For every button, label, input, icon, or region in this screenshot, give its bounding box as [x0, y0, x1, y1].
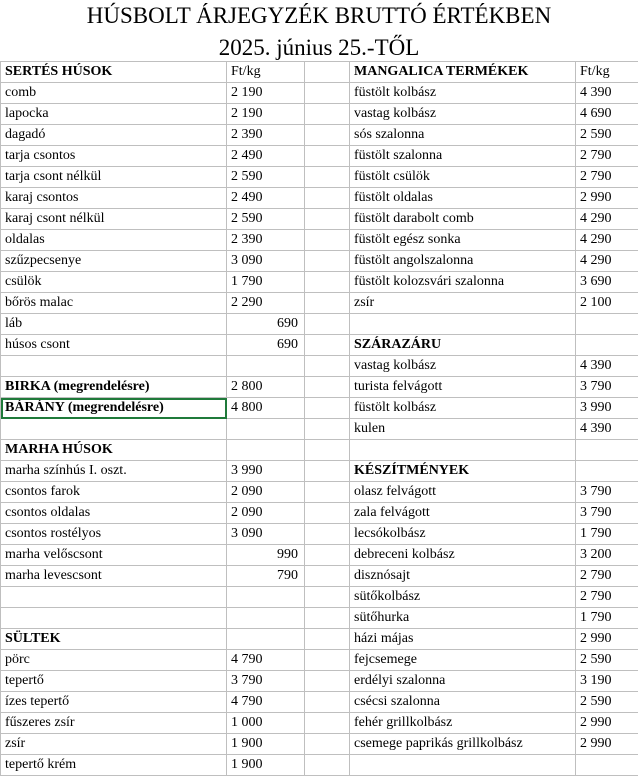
- table-row: [1, 251, 638, 272]
- table-row: [1, 146, 638, 167]
- right-item-name[interactable]: füstölt darabolt comb: [350, 209, 576, 230]
- left-item-price[interactable]: 1 000: [227, 713, 305, 734]
- right-item-name[interactable]: csemege paprikás grillkolbász: [350, 734, 576, 755]
- right-item-name[interactable]: füstölt csülök: [350, 167, 576, 188]
- table-row: [1, 398, 638, 419]
- spacer-cell[interactable]: [305, 440, 350, 461]
- left-item-price[interactable]: 2 490: [227, 146, 305, 167]
- right-item-price[interactable]: 3 200: [576, 545, 638, 566]
- left-item-name[interactable]: SÜLTEK: [1, 629, 227, 650]
- right-item-price[interactable]: 1 790: [576, 524, 638, 545]
- left-item-price[interactable]: 4 800: [227, 398, 305, 419]
- table-row: [1, 356, 638, 377]
- left-item-price[interactable]: 1 790: [227, 272, 305, 293]
- right-item-name[interactable]: füstölt szalonna: [350, 146, 576, 167]
- left-item-price[interactable]: Ft/kg: [227, 62, 305, 83]
- table-row: [1, 419, 638, 440]
- table-row: [1, 230, 638, 251]
- spacer-cell[interactable]: [305, 251, 350, 272]
- table-row: [1, 671, 638, 692]
- spacer-cell[interactable]: [305, 209, 350, 230]
- left-item-name[interactable]: MARHA HÚSOK: [1, 440, 227, 461]
- spacer-cell[interactable]: [305, 629, 350, 650]
- right-item-name[interactable]: erdélyi szalonna: [350, 671, 576, 692]
- left-item-name[interactable]: marha levescsont: [1, 566, 227, 587]
- table-row: [1, 545, 638, 566]
- left-item-price[interactable]: 2 390: [227, 125, 305, 146]
- left-item-name[interactable]: BIRKA (megrendelésre): [1, 377, 227, 398]
- spacer-cell[interactable]: [305, 503, 350, 524]
- right-item-name[interactable]: fehér grillkolbász: [350, 713, 576, 734]
- left-item-name[interactable]: SERTÉS HÚSOK: [1, 62, 227, 83]
- table-row: [1, 272, 638, 293]
- right-item-price[interactable]: 3 690: [576, 272, 638, 293]
- spacer-cell[interactable]: [305, 671, 350, 692]
- table-row: [1, 566, 638, 587]
- left-item-name[interactable]: marha színhús I. oszt.: [1, 461, 227, 482]
- page-title: HÚSBOLT ÁRJEGYZÉK BRUTTÓ ÉRTÉKBEN: [86, 3, 552, 28]
- right-item-price[interactable]: [576, 461, 638, 482]
- spacer-cell[interactable]: [305, 125, 350, 146]
- left-item-name[interactable]: marha velőscsont: [1, 545, 227, 566]
- left-item-name[interactable]: húsos csont: [1, 335, 227, 356]
- table-row: [1, 104, 638, 125]
- right-item-price[interactable]: 4 390: [576, 83, 638, 104]
- right-item-name[interactable]: [350, 440, 576, 461]
- left-item-name[interactable]: karaj csontos: [1, 188, 227, 209]
- left-item-name[interactable]: csontos rostélyos: [1, 524, 227, 545]
- right-item-price[interactable]: 2 790: [576, 167, 638, 188]
- right-item-price[interactable]: 2 590: [576, 692, 638, 713]
- left-item-name[interactable]: tarja csontos: [1, 146, 227, 167]
- right-item-name[interactable]: füstölt angolszalonna: [350, 251, 576, 272]
- table-row: [1, 608, 638, 629]
- right-item-price[interactable]: 4 390: [576, 356, 638, 377]
- spacer-cell[interactable]: [305, 566, 350, 587]
- left-item-price[interactable]: 2 490: [227, 188, 305, 209]
- left-item-price[interactable]: 2 090: [227, 482, 305, 503]
- left-item-name[interactable]: [1, 419, 227, 440]
- table-row: [1, 83, 638, 104]
- spacer-cell[interactable]: [305, 104, 350, 125]
- left-item-price[interactable]: 2 590: [227, 167, 305, 188]
- right-item-name[interactable]: sütőkolbász: [350, 587, 576, 608]
- right-item-name[interactable]: vastag kolbász: [350, 104, 576, 125]
- left-item-price[interactable]: 1 900: [227, 755, 305, 776]
- left-item-name[interactable]: karaj csont nélkül: [1, 209, 227, 230]
- spacer-cell[interactable]: [305, 188, 350, 209]
- left-item-price[interactable]: 690: [227, 314, 305, 335]
- right-item-price[interactable]: 4 290: [576, 230, 638, 251]
- right-item-price[interactable]: [576, 755, 638, 776]
- left-item-price[interactable]: 4 790: [227, 692, 305, 713]
- table-row: [1, 293, 638, 314]
- left-item-name[interactable]: oldalas: [1, 230, 227, 251]
- left-item-name[interactable]: csontos farok: [1, 482, 227, 503]
- spacer-cell[interactable]: [305, 482, 350, 503]
- left-item-price[interactable]: 2 190: [227, 104, 305, 125]
- table-row: [1, 524, 638, 545]
- table-row: [1, 503, 638, 524]
- spacer-cell[interactable]: [305, 146, 350, 167]
- spacer-cell[interactable]: [305, 398, 350, 419]
- left-item-price[interactable]: 690: [227, 335, 305, 356]
- spacer-cell[interactable]: [305, 230, 350, 251]
- table-row: [1, 755, 638, 776]
- table-row: [1, 314, 638, 335]
- left-item-name[interactable]: csülök: [1, 272, 227, 293]
- right-item-price[interactable]: 4 390: [576, 419, 638, 440]
- left-item-price[interactable]: [227, 629, 305, 650]
- right-item-price[interactable]: 3 790: [576, 503, 638, 524]
- spacer-cell[interactable]: [305, 650, 350, 671]
- right-item-name[interactable]: vastag kolbász: [350, 356, 576, 377]
- left-item-price[interactable]: [227, 419, 305, 440]
- right-item-name[interactable]: KÉSZÍTMÉNYEK: [350, 461, 576, 482]
- right-item-price[interactable]: 3 790: [576, 377, 638, 398]
- left-item-name[interactable]: csontos oldalas: [1, 503, 227, 524]
- spacer-cell[interactable]: [305, 713, 350, 734]
- left-item-price[interactable]: 4 790: [227, 650, 305, 671]
- right-item-price[interactable]: 2 790: [576, 566, 638, 587]
- right-item-name[interactable]: zala felvágott: [350, 503, 576, 524]
- spacer-cell[interactable]: [305, 587, 350, 608]
- left-item-price[interactable]: [227, 587, 305, 608]
- left-item-price[interactable]: 2 390: [227, 230, 305, 251]
- right-item-price[interactable]: 2 990: [576, 629, 638, 650]
- right-item-price[interactable]: [576, 440, 638, 461]
- left-item-price[interactable]: 2 190: [227, 83, 305, 104]
- spacer-cell[interactable]: [305, 356, 350, 377]
- right-item-name[interactable]: füstölt kolbász: [350, 83, 576, 104]
- left-item-name[interactable]: zsír: [1, 734, 227, 755]
- right-item-name[interactable]: füstölt kolozsvári szalonna: [350, 272, 576, 293]
- table-row: [1, 650, 638, 671]
- left-item-price[interactable]: 3 090: [227, 251, 305, 272]
- right-item-name[interactable]: SZÁRAZÁRU: [350, 335, 576, 356]
- right-item-price[interactable]: 2 790: [576, 587, 638, 608]
- left-item-price[interactable]: 1 900: [227, 734, 305, 755]
- left-item-name[interactable]: szűzpecsenye: [1, 251, 227, 272]
- spacer-cell[interactable]: [305, 272, 350, 293]
- left-item-name[interactable]: fűszeres zsír: [1, 713, 227, 734]
- spacer-cell[interactable]: [305, 377, 350, 398]
- table-row: [1, 62, 638, 83]
- table-row: [1, 209, 638, 230]
- left-item-name[interactable]: BÁRÁNY (megrendelésre): [1, 398, 227, 419]
- table-row: [1, 692, 638, 713]
- right-item-price[interactable]: 2 590: [576, 125, 638, 146]
- right-item-price[interactable]: 4 290: [576, 209, 638, 230]
- left-item-price[interactable]: 790: [227, 566, 305, 587]
- right-item-name[interactable]: füstölt egész sonka: [350, 230, 576, 251]
- spacer-cell[interactable]: [305, 545, 350, 566]
- left-item-price[interactable]: 2 090: [227, 503, 305, 524]
- left-item-name[interactable]: láb: [1, 314, 227, 335]
- left-item-name[interactable]: bőrös malac: [1, 293, 227, 314]
- table-row: [1, 713, 638, 734]
- left-item-name[interactable]: [1, 356, 227, 377]
- table-row: [1, 167, 638, 188]
- left-item-price[interactable]: 3 090: [227, 524, 305, 545]
- table-row: [1, 377, 638, 398]
- left-item-price[interactable]: [227, 356, 305, 377]
- right-item-name[interactable]: MANGALICA TERMÉKEK: [350, 62, 576, 83]
- right-item-name[interactable]: sós szalonna: [350, 125, 576, 146]
- left-item-price[interactable]: 2 800: [227, 377, 305, 398]
- right-item-price[interactable]: 4 290: [576, 251, 638, 272]
- right-item-name[interactable]: házi májas: [350, 629, 576, 650]
- right-item-name[interactable]: füstölt oldalas: [350, 188, 576, 209]
- left-item-name[interactable]: ízes tepertő: [1, 692, 227, 713]
- left-item-name[interactable]: lapocka: [1, 104, 227, 125]
- table-row: [1, 461, 638, 482]
- spacer-cell[interactable]: [305, 314, 350, 335]
- right-item-price[interactable]: 2 990: [576, 734, 638, 755]
- left-item-name[interactable]: comb: [1, 83, 227, 104]
- right-item-name[interactable]: sütőhurka: [350, 608, 576, 629]
- right-item-name[interactable]: fejcsemege: [350, 650, 576, 671]
- page-subtitle: 2025. június 25.-TŐL: [218, 35, 420, 60]
- left-item-name[interactable]: tarja csont nélkül: [1, 167, 227, 188]
- table-row: [1, 440, 638, 461]
- table-row: [1, 734, 638, 755]
- table-row: [1, 587, 638, 608]
- left-item-price[interactable]: 3 790: [227, 671, 305, 692]
- spacer-cell[interactable]: [305, 62, 350, 83]
- spacer-cell[interactable]: [305, 83, 350, 104]
- table-row: [1, 629, 638, 650]
- spacer-cell[interactable]: [305, 608, 350, 629]
- right-item-name[interactable]: [350, 314, 576, 335]
- spacer-cell[interactable]: [305, 755, 350, 776]
- right-item-name[interactable]: füstölt kolbász: [350, 398, 576, 419]
- left-item-name[interactable]: dagadó: [1, 125, 227, 146]
- left-item-name[interactable]: tepertő krém: [1, 755, 227, 776]
- right-item-price[interactable]: 3 790: [576, 482, 638, 503]
- price-table: [0, 61, 638, 776]
- left-item-name[interactable]: [1, 608, 227, 629]
- right-item-price[interactable]: 2 790: [576, 146, 638, 167]
- right-item-price[interactable]: 3 990: [576, 398, 638, 419]
- right-item-name[interactable]: zsír: [350, 293, 576, 314]
- table-row: [1, 125, 638, 146]
- spacer-cell[interactable]: [305, 293, 350, 314]
- table-row: [1, 482, 638, 503]
- spacer-cell[interactable]: [305, 419, 350, 440]
- table-row: [1, 188, 638, 209]
- right-item-price[interactable]: 4 690: [576, 104, 638, 125]
- left-item-price[interactable]: 3 990: [227, 461, 305, 482]
- right-item-price[interactable]: [576, 314, 638, 335]
- right-item-name[interactable]: olasz felvágott: [350, 482, 576, 503]
- right-item-name[interactable]: turista felvágott: [350, 377, 576, 398]
- left-item-price[interactable]: [227, 440, 305, 461]
- right-item-name[interactable]: csécsi szalonna: [350, 692, 576, 713]
- left-item-price[interactable]: 990: [227, 545, 305, 566]
- spacer-cell[interactable]: [305, 461, 350, 482]
- left-item-name[interactable]: [1, 587, 227, 608]
- right-item-name[interactable]: lecsókolbász: [350, 524, 576, 545]
- left-item-name[interactable]: tepertő: [1, 671, 227, 692]
- left-item-price[interactable]: [227, 608, 305, 629]
- right-item-price[interactable]: [576, 335, 638, 356]
- right-item-price[interactable]: 2 590: [576, 650, 638, 671]
- left-item-price[interactable]: 2 290: [227, 293, 305, 314]
- right-item-price[interactable]: Ft/kg: [576, 62, 638, 83]
- right-item-name[interactable]: kulen: [350, 419, 576, 440]
- right-item-price[interactable]: 2 100: [576, 293, 638, 314]
- spacer-cell[interactable]: [305, 734, 350, 755]
- spacer-cell[interactable]: [305, 692, 350, 713]
- right-item-price[interactable]: 2 990: [576, 188, 638, 209]
- right-item-name[interactable]: disznósajt: [350, 566, 576, 587]
- right-item-price[interactable]: 3 190: [576, 671, 638, 692]
- left-item-name[interactable]: pörc: [1, 650, 227, 671]
- left-item-price[interactable]: 2 590: [227, 209, 305, 230]
- spacer-cell[interactable]: [305, 167, 350, 188]
- table-row: [1, 335, 638, 356]
- right-item-price[interactable]: 1 790: [576, 608, 638, 629]
- spacer-cell[interactable]: [305, 524, 350, 545]
- right-item-price[interactable]: 2 990: [576, 713, 638, 734]
- right-item-name[interactable]: [350, 755, 576, 776]
- spacer-cell[interactable]: [305, 335, 350, 356]
- right-item-name[interactable]: debreceni kolbász: [350, 545, 576, 566]
